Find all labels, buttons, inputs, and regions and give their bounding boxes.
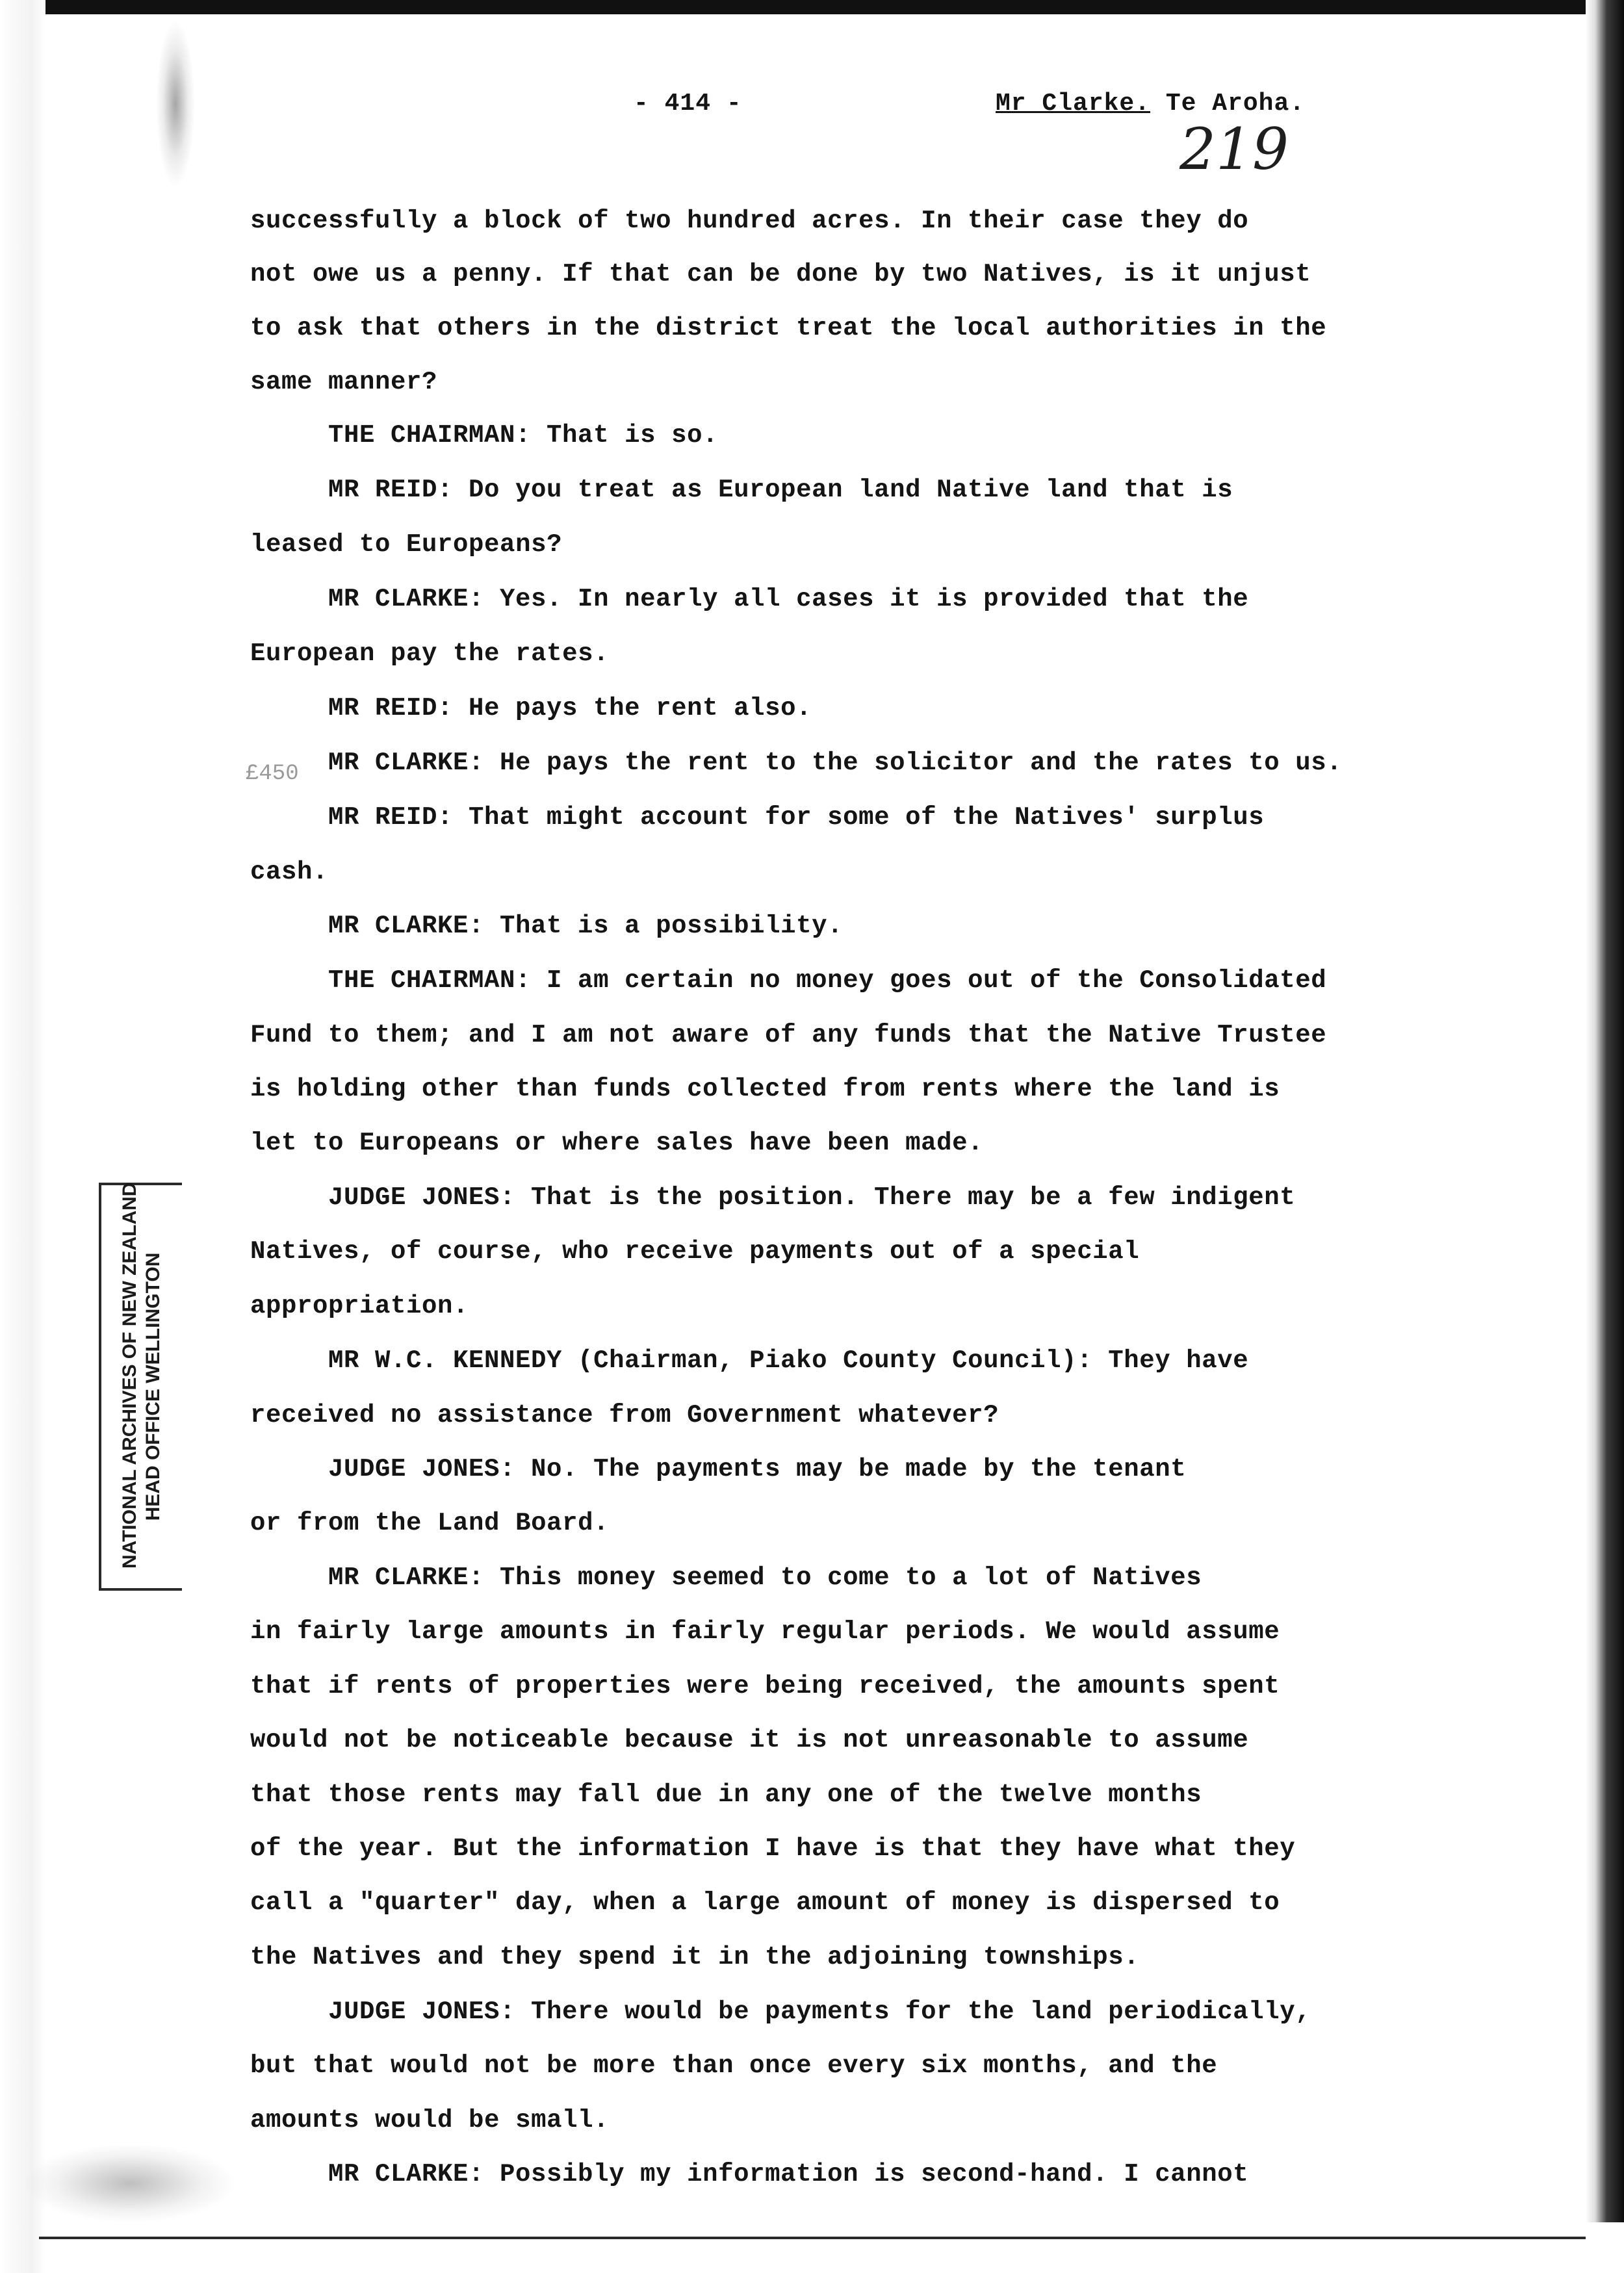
text-line: in fairly large amounts in fairly regular periods. We would assume bbox=[250, 1617, 1280, 1646]
text-line: MR REID: Do you treat as European land Native land that is bbox=[328, 476, 1233, 504]
text-line: received no assistance from Government whatever? bbox=[250, 1401, 999, 1430]
text-line: but that would not be more than once every six months, and the bbox=[250, 2051, 1218, 2080]
archive-stamp bbox=[99, 1183, 182, 1591]
text-line: that those rents may fall due in any one of the twelve months bbox=[250, 1780, 1202, 1809]
text-line: European pay the rates. bbox=[250, 639, 610, 668]
archive-stamp-line: NATIONAL ARCHIVES OF NEW ZEALAND bbox=[119, 1182, 140, 1569]
running-head bbox=[996, 90, 1305, 118]
running-head-speaker: Mr Clarke. bbox=[996, 90, 1151, 118]
text-line: MR CLARKE: He pays the rent to the solicitor and the rates to us. bbox=[328, 749, 1343, 777]
text-line: THE CHAIRMAN: I am certain no money goes out of the Consolidated bbox=[328, 966, 1327, 995]
text-line: JUDGE JONES: No. The payments may be made by the tenant bbox=[328, 1455, 1187, 1483]
text-line: would not be noticeable because it is not unreasonable to assume bbox=[250, 1726, 1249, 1754]
text-line: let to Europeans or where sales have been made. bbox=[250, 1129, 984, 1157]
text-line: MR CLARKE: That is a possibility. bbox=[328, 912, 844, 940]
page-number: - 414 - bbox=[634, 90, 742, 118]
text-line: or from the Land Board. bbox=[250, 1509, 610, 1537]
text-line: the Natives and they spend it in the adjoining townships. bbox=[250, 1943, 1140, 1971]
text-line: Natives, of course, who receive payments out of a special bbox=[250, 1237, 1140, 1266]
text-line: JUDGE JONES: There would be payments for the land periodically, bbox=[328, 1997, 1311, 2026]
text-line: of the year. But the information I have is that they have what they bbox=[250, 1834, 1296, 1863]
text-line: is holding other than funds collected from rents where the land is bbox=[250, 1075, 1280, 1103]
text-line: call a "quarter" day, when a large amount of money is dispersed to bbox=[250, 1888, 1280, 1917]
text-line: same manner? bbox=[250, 368, 438, 396]
text-line: to ask that others in the district treat the local authorities in the bbox=[250, 314, 1327, 342]
text-line: MR W.C. KENNEDY (Chairman, Piako County Council): They have bbox=[328, 1346, 1249, 1375]
text-line: MR REID: That might account for some of the Natives' surplus bbox=[328, 803, 1265, 832]
scan-smudge bbox=[156, 19, 195, 188]
archive-stamp-line: HEAD OFFICE WELLINGTON bbox=[142, 1252, 164, 1521]
text-line: THE CHAIRMAN: That is so. bbox=[328, 421, 719, 450]
text-line: leased to Europeans? bbox=[250, 530, 563, 559]
archive-stamp-text bbox=[118, 1182, 165, 1569]
scan-right-edge bbox=[1586, 0, 1624, 2222]
text-line: appropriation. bbox=[250, 1292, 469, 1320]
text-line: MR CLARKE: Yes. In nearly all cases it is provided that the bbox=[328, 585, 1249, 613]
text-line: not owe us a penny. If that can be done by two Natives, is it unjust bbox=[250, 260, 1311, 289]
margin-note: £450 bbox=[246, 762, 299, 786]
text-line: Fund to them; and I am not aware of any funds that the Native Trustee bbox=[250, 1021, 1327, 1049]
text-line: successfully a block of two hundred acres. In their case they do bbox=[250, 207, 1249, 235]
text-line: that if rents of properties were being received, the amounts spent bbox=[250, 1672, 1280, 1701]
scan-smudge bbox=[26, 2144, 234, 2222]
text-line: amounts would be small. bbox=[250, 2106, 610, 2135]
text-line: MR CLARKE: This money seemed to come to a lot of Natives bbox=[328, 1563, 1202, 1592]
text-line: JUDGE JONES: That is the position. There may be a few indigent bbox=[328, 1183, 1296, 1212]
text-line: MR REID: He pays the rent also. bbox=[328, 694, 812, 723]
page-left-margin bbox=[0, 0, 45, 2273]
text-line: MR CLARKE: Possibly my information is second-hand. I cannot bbox=[328, 2160, 1249, 2189]
scan-top-edge bbox=[45, 0, 1624, 14]
text-line: cash. bbox=[250, 858, 329, 886]
handwritten-archive-number: 219 bbox=[1179, 116, 1289, 183]
scan-bottom-edge bbox=[39, 2237, 1586, 2239]
running-head-place: Te Aroha. bbox=[1165, 90, 1306, 118]
